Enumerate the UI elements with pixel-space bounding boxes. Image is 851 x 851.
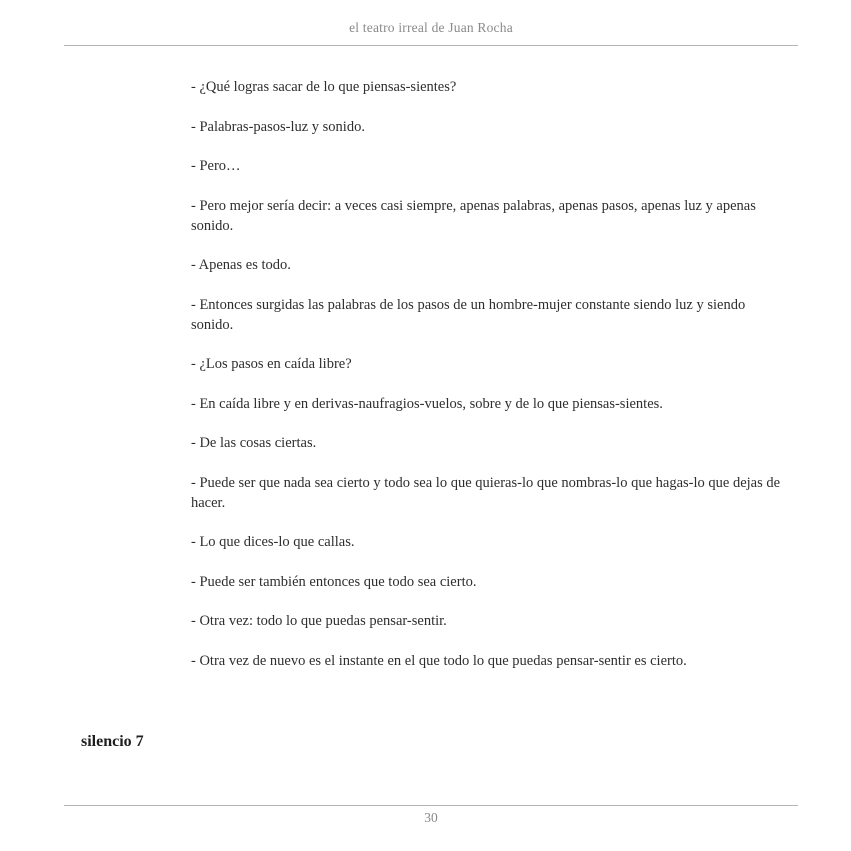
dialogue-line: - ¿Qué logras sacar de lo que piensas-sientes? bbox=[191, 79, 457, 95]
dialogue-line: - Puede ser que nada sea cierto y todo sea lo que quieras-lo que nombras-lo que hagas-lo que dejas de hacer. bbox=[191, 474, 781, 511]
dialogue-line: - De las cosas ciertas. bbox=[191, 435, 317, 451]
dialogue-line: - En caída libre y en derivas-naufragios-vuelos, sobre y de lo que piensas-sientes. bbox=[191, 395, 663, 412]
dialogue-line: - ¿Los pasos en caída libre? bbox=[191, 356, 352, 372]
dialogue-line: - Lo que dices-lo que callas. bbox=[191, 534, 355, 550]
header-divider bbox=[64, 45, 798, 46]
dialogue-line: - Puede ser también entonces que todo sea cierto. bbox=[191, 573, 477, 590]
dialogue-line: - Pero mejor sería decir: a veces casi siempre, apenas palabras, apenas pasos, apenas luz y apenas sonido. bbox=[191, 197, 756, 234]
dialogue-line: - Pero… bbox=[191, 158, 241, 174]
section-heading: silencio 7 bbox=[81, 733, 144, 750]
running-header-title: el teatro irreal de Juan Rocha bbox=[349, 20, 513, 35]
dialogue-line: - Entonces surgidas las palabras de los pasos de un hombre-mujer constante siendo luz y siendo sonido. bbox=[191, 296, 746, 333]
dialogue-line: - Otra vez de nuevo es el instante en el que todo lo que puedas pensar-sentir es cierto. bbox=[191, 652, 687, 669]
dialogue-block bbox=[191, 77, 789, 690]
dialogue-line: - Palabras-pasos-luz y sonido. bbox=[191, 118, 365, 135]
dialogue-line: - Apenas es todo. bbox=[191, 257, 291, 273]
dialogue-line: - Otra vez: todo lo que puedas pensar-sentir. bbox=[191, 613, 447, 629]
footer-divider bbox=[64, 805, 798, 806]
page-number: 30 bbox=[424, 810, 438, 825]
